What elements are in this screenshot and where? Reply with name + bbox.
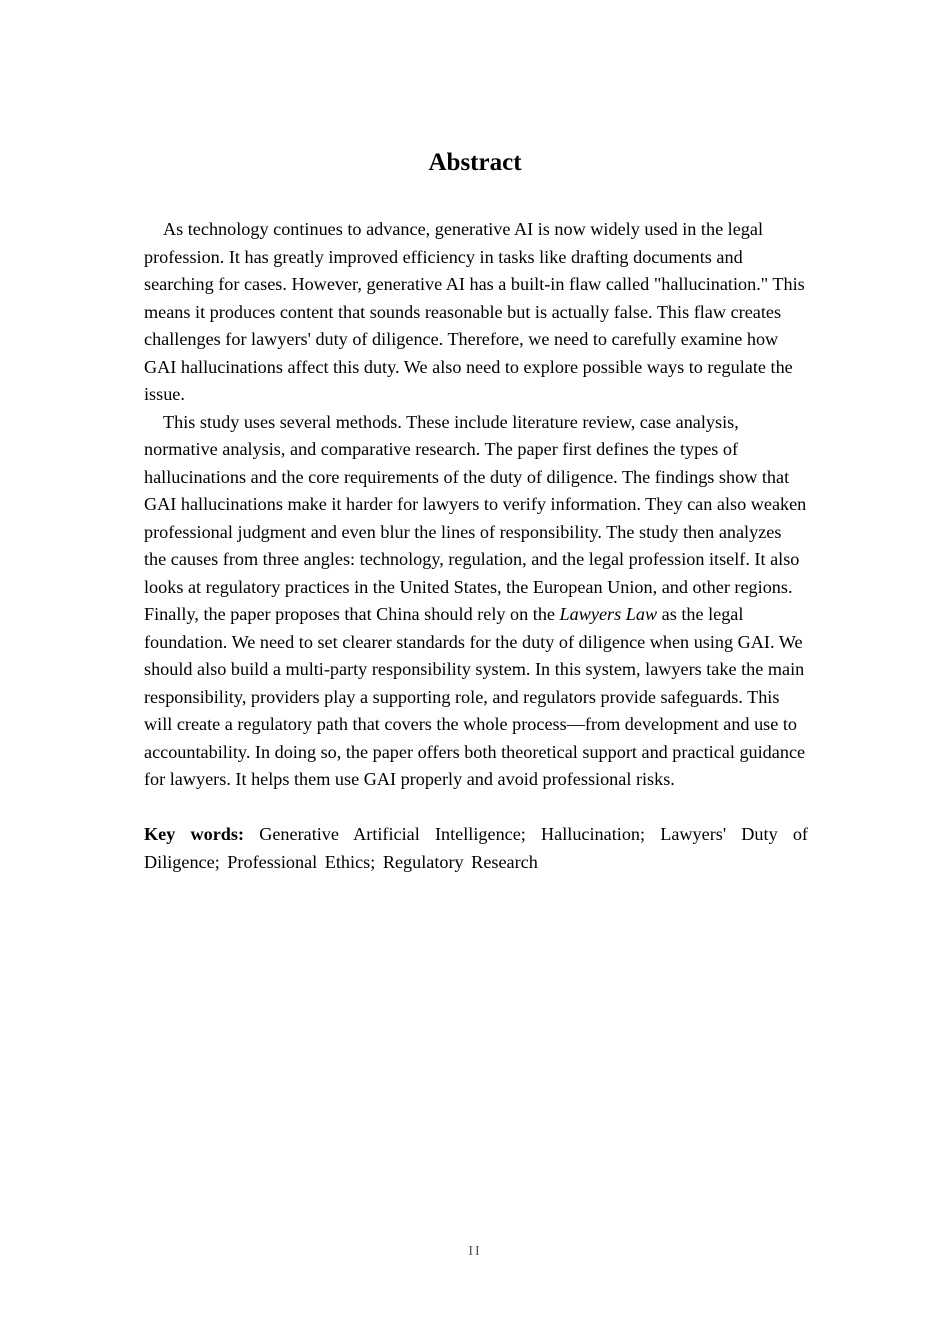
- paragraph-1-text: As technology continues to advance, generative AI is now widely used in the legal profession. It has greatly improved efficiency in tasks like drafting documents and searching for cases. However, generative AI has a built-in flaw called "hallucination." This means it produces content that sounds reasonable but is actually false. This flaw creates challenges for lawyers' duty of diligence. Therefore, we need to carefully examine how GAI hallucinations affect this duty. We also need to explore possible ways to regulate the issue.: [144, 219, 805, 404]
- paragraph-2-text-after: as the legal foundation. We need to set clearer standards for the duty of diligence when using GAI. We should also build a multi-party responsibility system. In this system, lawyers take the main responsibility, providers play a supporting role, and regulators provide safeguards. This will create a regulatory path that covers the whole process—from development and use to accountability. In doing so, the paper offers both theoretical support and practical guidance for lawyers. It helps them use GAI properly and avoid professional risks.: [144, 604, 806, 789]
- paragraph-2-text-before: This study uses several methods. These include literature review, case analysis, normative analysis, and comparative research. The paper first defines the types of hallucinations and the core requirements of the duty of diligence. The findings show that GAI hallucinations make it harder for lawyers to verify information. They can also weaken professional judgment and even blur the lines of responsibility. The study then analyzes the causes from three angles: technology, regulation, and the legal profession itself. It also looks at regulatory practices in the United States, the European Union, and other regions. Finally, the paper proposes that China should rely on the: [144, 411, 807, 624]
- keywords-text: Generative Artificial Intelligence; Hallucination; Lawyers' Duty of Diligence; Professional Ethics; Regulatory Research: [144, 824, 808, 872]
- lawyers-law-title: Lawyers Law: [559, 604, 658, 624]
- abstract-paragraph-2: [144, 409, 808, 794]
- keywords-label: Key words:: [144, 824, 245, 844]
- abstract-paragraph-1: [144, 216, 808, 409]
- abstract-body: [144, 216, 808, 876]
- page-number: II: [468, 1244, 482, 1259]
- keywords-line: [144, 821, 808, 876]
- page-title: Abstract: [428, 149, 522, 176]
